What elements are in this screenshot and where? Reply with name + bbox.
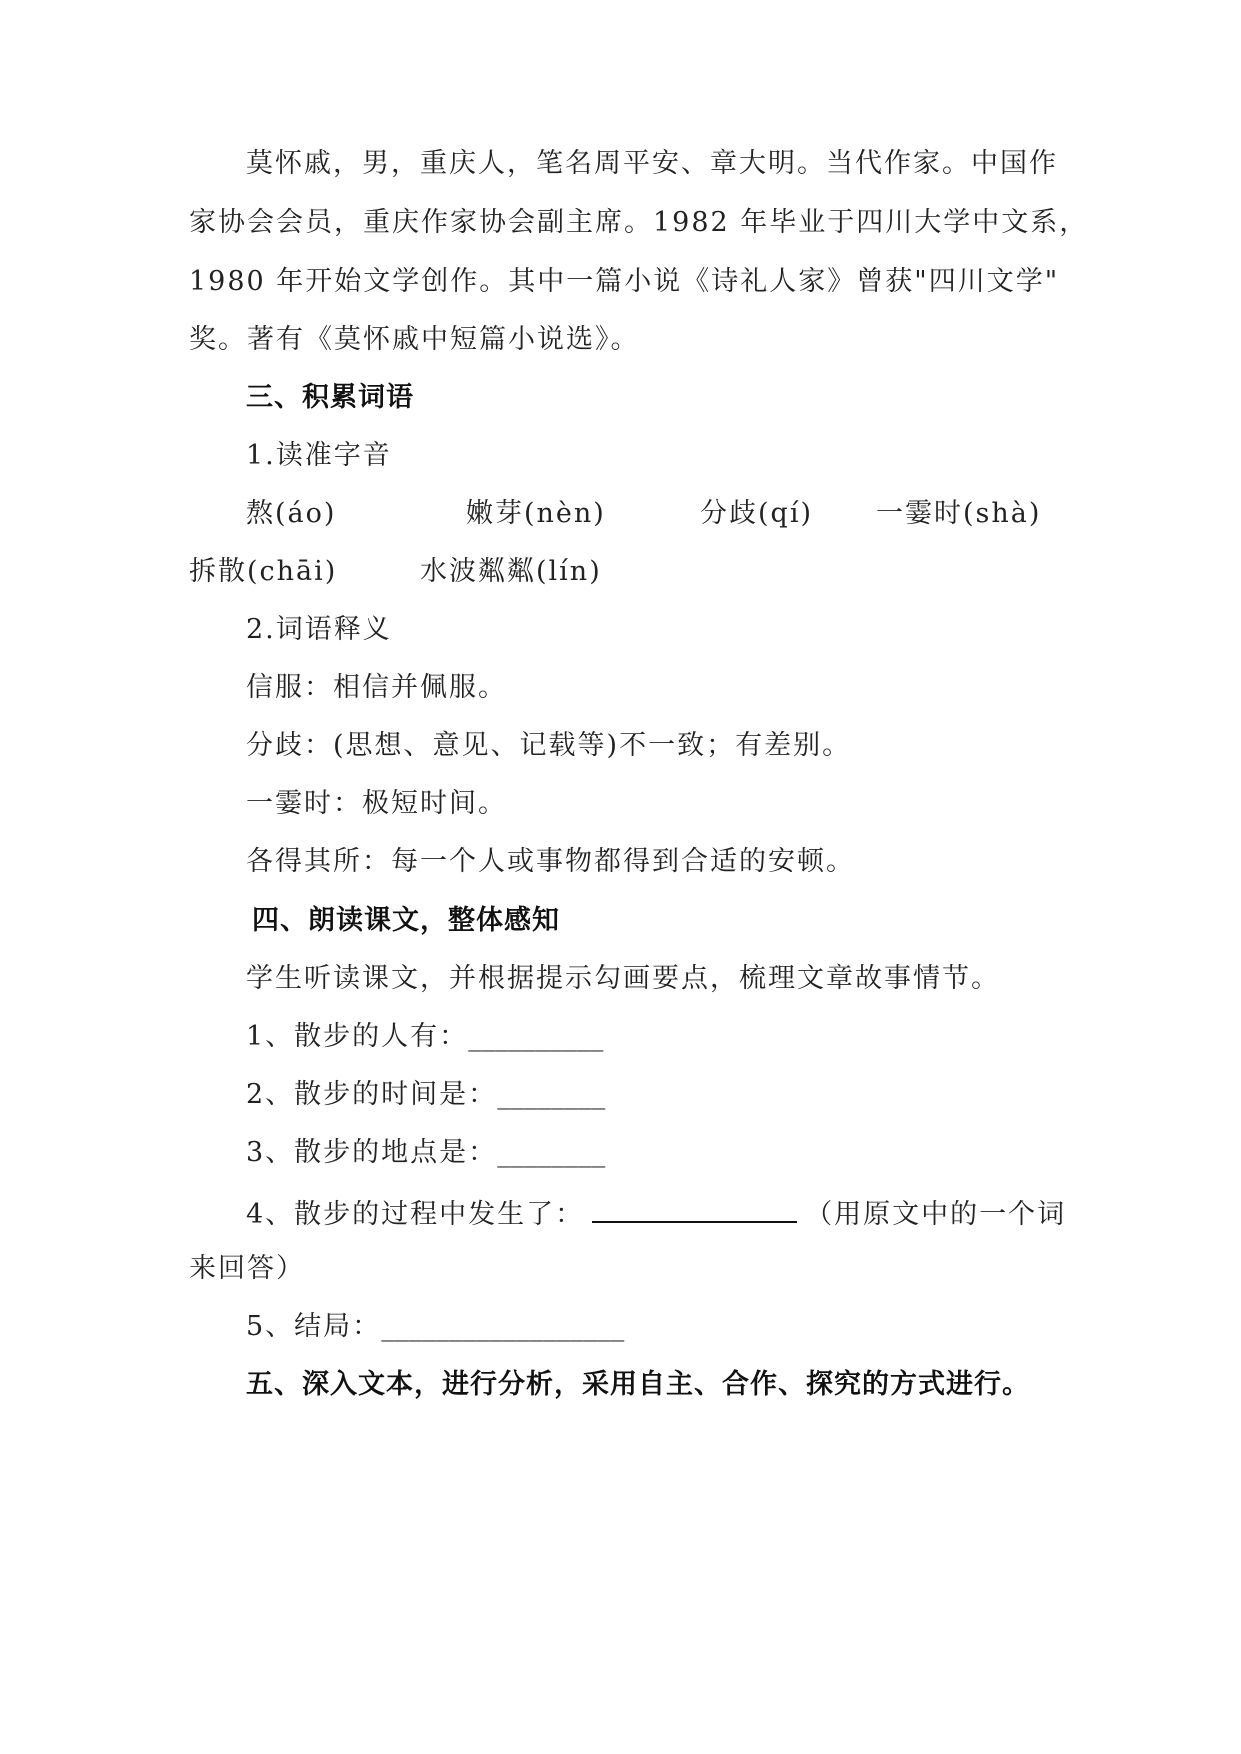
bio-line-1: 莫怀戚，男，重庆人，笔名周平安、章大明。当代作家。中国作 — [246, 148, 1058, 179]
bio-line-3: 1980 年开始文学创作。其中一篇小说《诗礼人家》曾获"四川文学" — [189, 266, 1060, 297]
question-4 — [246, 1193, 1066, 1233]
question-5-text: 5、结局： — [246, 1311, 382, 1342]
definition-item: 信服：相信并佩服。 — [246, 672, 507, 703]
question-2 — [246, 1077, 605, 1113]
section-4-heading: 四、朗读课文，整体感知 — [252, 905, 560, 936]
question-4-note: （用原文中的一个词 — [805, 1199, 1067, 1230]
subheading-read-pronunciation: 1.读准字音 — [246, 440, 392, 471]
section-5-heading: 五、深入文本，进行分析，采用自主、合作、探究的方式进行。 — [246, 1369, 1030, 1400]
question-4-text: 4、散步的过程中发生了： — [246, 1199, 585, 1230]
question-1 — [246, 1019, 603, 1055]
definition-item: 分歧：(思想、意见、记载等)不一致；有差别。 — [246, 730, 852, 761]
answer-blank: ________ — [497, 1137, 606, 1168]
bio-line-4: 奖。著有《莫怀戚中短篇小说选》。 — [189, 324, 640, 355]
question-3 — [246, 1135, 605, 1171]
pinyin-item: 嫩芽(nèn) — [466, 498, 606, 529]
question-1-text: 1、散步的人有： — [246, 1021, 469, 1052]
question-3-text: 3、散步的地点是： — [246, 1137, 498, 1168]
section-3-heading: 三、积累词语 — [246, 382, 414, 413]
bio-line-2: 家协会会员，重庆作家协会副主席。1982 年毕业于四川大学中文系， — [189, 207, 1089, 238]
pinyin-item: 水波粼粼(lín) — [420, 556, 602, 587]
subheading-word-definitions: 2.词语释义 — [246, 614, 392, 645]
answer-blank: ________ — [497, 1079, 606, 1110]
answer-blank: __________________ — [381, 1311, 625, 1342]
answer-blank: __________ — [468, 1021, 604, 1052]
question-5 — [246, 1309, 624, 1345]
question-4-continuation: 来回答） — [189, 1253, 305, 1284]
pinyin-item: 熬(áo) — [246, 498, 337, 529]
definition-item: 一霎时：极短时间。 — [246, 788, 507, 819]
pinyin-item: 分歧(qí) — [700, 498, 813, 529]
question-2-text: 2、散步的时间是： — [246, 1079, 498, 1110]
pinyin-item: 拆散(chāi) — [189, 556, 338, 587]
section-4-intro: 学生听读课文，并根据提示勾画要点，梳理文章故事情节。 — [246, 963, 1000, 994]
pinyin-item: 一霎时(shà) — [876, 498, 1042, 529]
answer-blank-underline — [592, 1193, 797, 1223]
definition-item: 各得其所：每一个人或事物都得到合适的安顿。 — [246, 846, 855, 877]
